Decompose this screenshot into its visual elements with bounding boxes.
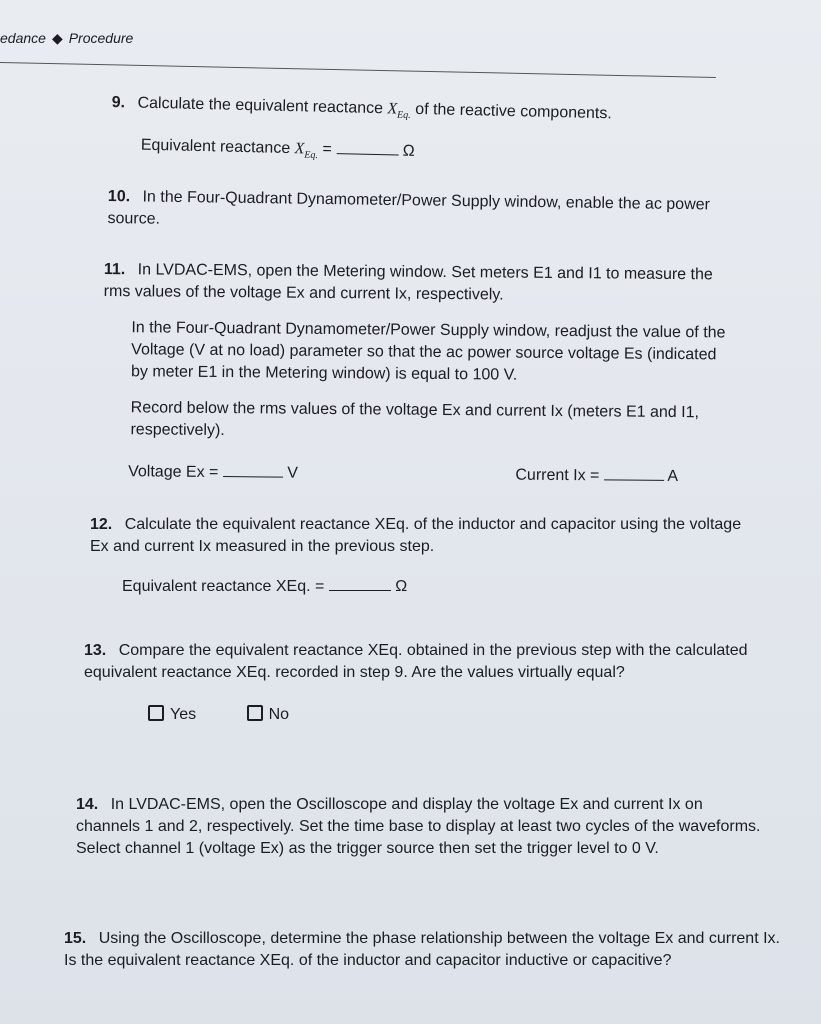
- step-12-text: Calculate the equivalent reactance XEq. of the inductor and capacitor using the voltage Ex and current Ix measured in the previous step.: [90, 516, 742, 555]
- step-11-p3: Record below the rms values of the voltage Ex and current Ix (meters E1 and I1, respectively).: [130, 399, 700, 440]
- step-10-text: In the Four-Quadrant Dynamometer/Power Supply window, enable the ac power source.: [107, 188, 711, 228]
- current-unit: A: [667, 467, 679, 486]
- header-bullet: ◆: [51, 30, 63, 46]
- header-part2: Procedure: [68, 30, 134, 46]
- step-12: [90, 514, 750, 598]
- step-11-p1: In LVDAC-EMS, open the Metering window. Set meters E1 and I1 to measure the rms values of the voltage Ex and current Ix, respectively.: [103, 261, 713, 304]
- step-13-number: 13.: [84, 642, 107, 659]
- no-label: No: [268, 706, 290, 723]
- step-12-blank[interactable]: [329, 576, 391, 591]
- header-rule: [0, 62, 716, 78]
- step-15-number: 15.: [64, 930, 87, 947]
- step-13: [84, 640, 756, 726]
- no-checkbox[interactable]: [247, 705, 263, 721]
- step-9-eq-var: X: [294, 140, 305, 158]
- step-12-eq-label: Equivalent reactance XEq. =: [122, 578, 325, 595]
- step-10-number: 10.: [107, 187, 131, 206]
- step-9-eq-sign: =: [322, 140, 333, 159]
- step-9: [110, 92, 671, 175]
- voltage-unit: V: [287, 464, 299, 482]
- step-15-text: Using the Oscilloscope, determine the phase relationship between the voltage Ex and current Ix. Is the equivalent reactance XEq. of the inductor and capacitor inductive or capacitive?: [64, 930, 780, 969]
- current-label: Current Ix =: [515, 466, 600, 485]
- step-10: [107, 186, 723, 239]
- step-14: [76, 794, 770, 860]
- yes-checkbox[interactable]: [148, 705, 164, 721]
- step-9-text-b: of the reactive components.: [415, 100, 612, 123]
- step-15: [64, 928, 782, 972]
- step-9-blank[interactable]: [336, 139, 398, 155]
- page-header: [0, 30, 133, 47]
- step-14-number: 14.: [76, 796, 99, 813]
- header-part1: edance: [0, 30, 46, 46]
- step-11-p2: In the Four-Quadrant Dynamometer/Power Supply window, readjust the value of the Voltage (V at no load) parameter so that the ac power source voltage Es (indicated by meter E1 in the Metering window) is equal to 100 V.: [130, 319, 726, 384]
- step-9-eq-label: Equivalent reactance: [140, 136, 291, 158]
- step-9-eq-sub: Eq.: [304, 149, 319, 162]
- step-13-text: Compare the equivalent reactance XEq. obtained in the previous step with the calculated equivalent reactance XEq. recorded in step 9. Are the values virtually equal?: [84, 642, 748, 681]
- step-9-unit: Ω: [402, 142, 415, 161]
- step-11: [102, 259, 734, 488]
- step-9-text-a: Calculate the equivalent reactance: [137, 94, 384, 118]
- voltage-label: Voltage Ex =: [128, 463, 219, 482]
- step-12-number: 12.: [90, 516, 113, 533]
- yes-label: Yes: [170, 706, 197, 723]
- step-11-number: 11.: [103, 260, 126, 279]
- step-14-text: In LVDAC-EMS, open the Oscilloscope and display the voltage Ex and current Ix on channels 1 and 2, respectively. Set the time base to display at least two cycles of the waveforms. Select channel 1 (voltage Ex) as the trigger source then set the trigger level to 0 V.: [76, 796, 761, 857]
- current-blank[interactable]: [604, 465, 664, 481]
- step-9-number: 9.: [111, 93, 126, 112]
- step-9-var: X: [387, 100, 398, 118]
- step-9-sub: Eq.: [396, 109, 411, 121]
- step-12-unit: Ω: [395, 578, 408, 595]
- voltage-blank[interactable]: [223, 462, 283, 478]
